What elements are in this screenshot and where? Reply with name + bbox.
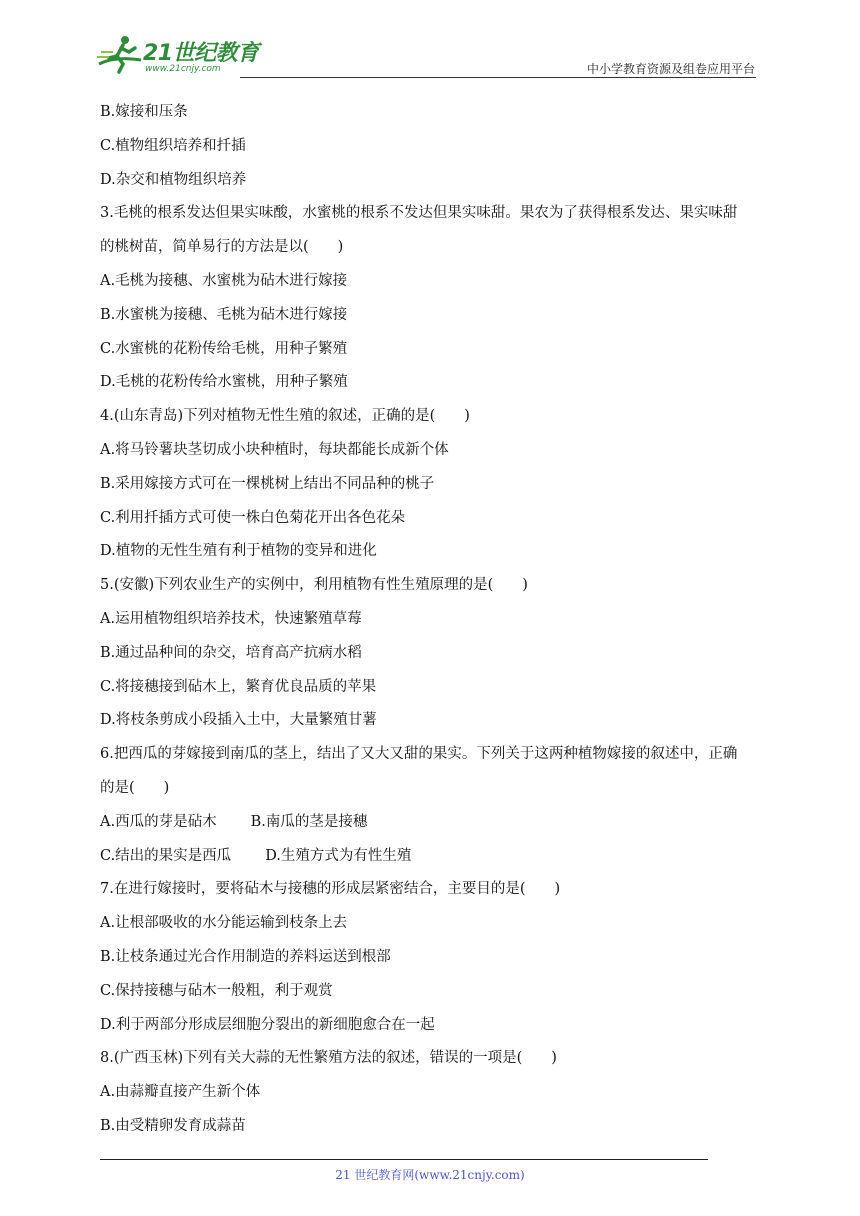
option-line: D.毛桃的花粉传给水蜜桃，用种子繁殖 (100, 374, 348, 391)
question-8: 8.(广西玉林)下列有关大蒜的无性繁殖方法的叙述，错误的一项是( ) (100, 1050, 557, 1067)
page-header (0, 0, 860, 80)
question-4: 4.(山东青岛)下列对植物无性生殖的叙述，正确的是( ) (100, 408, 470, 425)
option-line: C.利用扦插方式可使一株白色菊花开出各色花朵 (100, 509, 406, 526)
option-line: B.通过品种间的杂交，培育高产抗病水稻 (100, 644, 362, 661)
option-line: B.让枝条通过光合作用制造的养料运送到根部 (100, 948, 391, 965)
logo (95, 34, 260, 78)
option-d: D.生殖方式为有性生殖 (265, 847, 412, 864)
document-body (100, 96, 760, 1144)
header-divider (240, 77, 756, 78)
option-line: B.水蜜桃为接穗、毛桃为砧木进行嫁接 (100, 306, 348, 323)
option-line: A.由蒜瓣直接产生新个体 (100, 1084, 261, 1101)
option-line: A.让根部吸收的水分能运输到枝条上去 (100, 915, 348, 932)
text-line: 的是( ) (100, 779, 170, 796)
option-line: C.水蜜桃的花粉传给毛桃，用种子繁殖 (100, 340, 348, 357)
question-7: 7.在进行嫁接时，要将砧木与接穗的形成层紧密结合，主要目的是( ) (100, 881, 561, 898)
option-b: B.南瓜的茎是接穗 (250, 813, 368, 830)
page-footer: 21 世纪教育网(www.21cnjy.com) (335, 1168, 525, 1182)
option-line: C.将接穗接到砧木上，繁育优良品质的苹果 (100, 678, 377, 695)
text-line: C.植物组织培养和扦插 (100, 137, 246, 154)
option-pair-line (100, 806, 760, 840)
option-a: A.西瓜的芽是砧木 (100, 813, 217, 830)
text-line: B.嫁接和压条 (100, 104, 188, 120)
option-line: A.运用植物组织培养技术，快速繁殖草莓 (100, 610, 362, 627)
option-line: B.由受精卵发育成蒜苗 (100, 1117, 246, 1134)
running-figure-icon (95, 34, 145, 76)
option-c: C.结出的果实是西瓜 (100, 847, 232, 864)
option-line: D.将枝条剪成小段插入土中，大量繁殖甘薯 (100, 712, 377, 729)
option-line: B.采用嫁接方式可在一棵桃树上结出不同品种的桃子 (100, 475, 435, 492)
option-line: C.保持接穗与砧木一般粗，利于观赏 (100, 982, 333, 999)
footer-divider (100, 1159, 708, 1160)
question-6: 6.把西瓜的芽嫁接到南瓜的茎上，结出了又大又甜的果实。下列关于这两种植物嫁接的叙述中，正确 (100, 746, 738, 763)
option-line: A.将马铃薯块茎切成小块种植时，每块都能长成新个体 (100, 441, 449, 458)
question-3: 3.毛桃的根系发达但果实味酸，水蜜桃的根系不发达但果实味甜。果农为了获得根系发达、果实味甜 (100, 205, 738, 222)
option-line: D.植物的无性生殖有利于植物的变异和进化 (100, 543, 377, 560)
text-line: D.杂交和植物组织培养 (100, 171, 247, 188)
platform-title: 中小学教育资源及组卷应用平台 (586, 62, 755, 76)
text-line: 的桃树苗，简单易行的方法是以( ) (100, 239, 344, 256)
question-5: 5.(安徽)下列农业生产的实例中，利用植物有性生殖原理的是( ) (100, 577, 528, 594)
option-pair-line (100, 840, 760, 874)
logo-url: www.21cnjy.com (145, 64, 221, 74)
logo-text: 21世纪教育 (143, 41, 259, 66)
option-line: A.毛桃为接穗、水蜜桃为砧木进行嫁接 (100, 272, 348, 289)
option-line: D.利于两部分形成层细胞分裂出的新细胞愈合在一起 (100, 1016, 435, 1033)
